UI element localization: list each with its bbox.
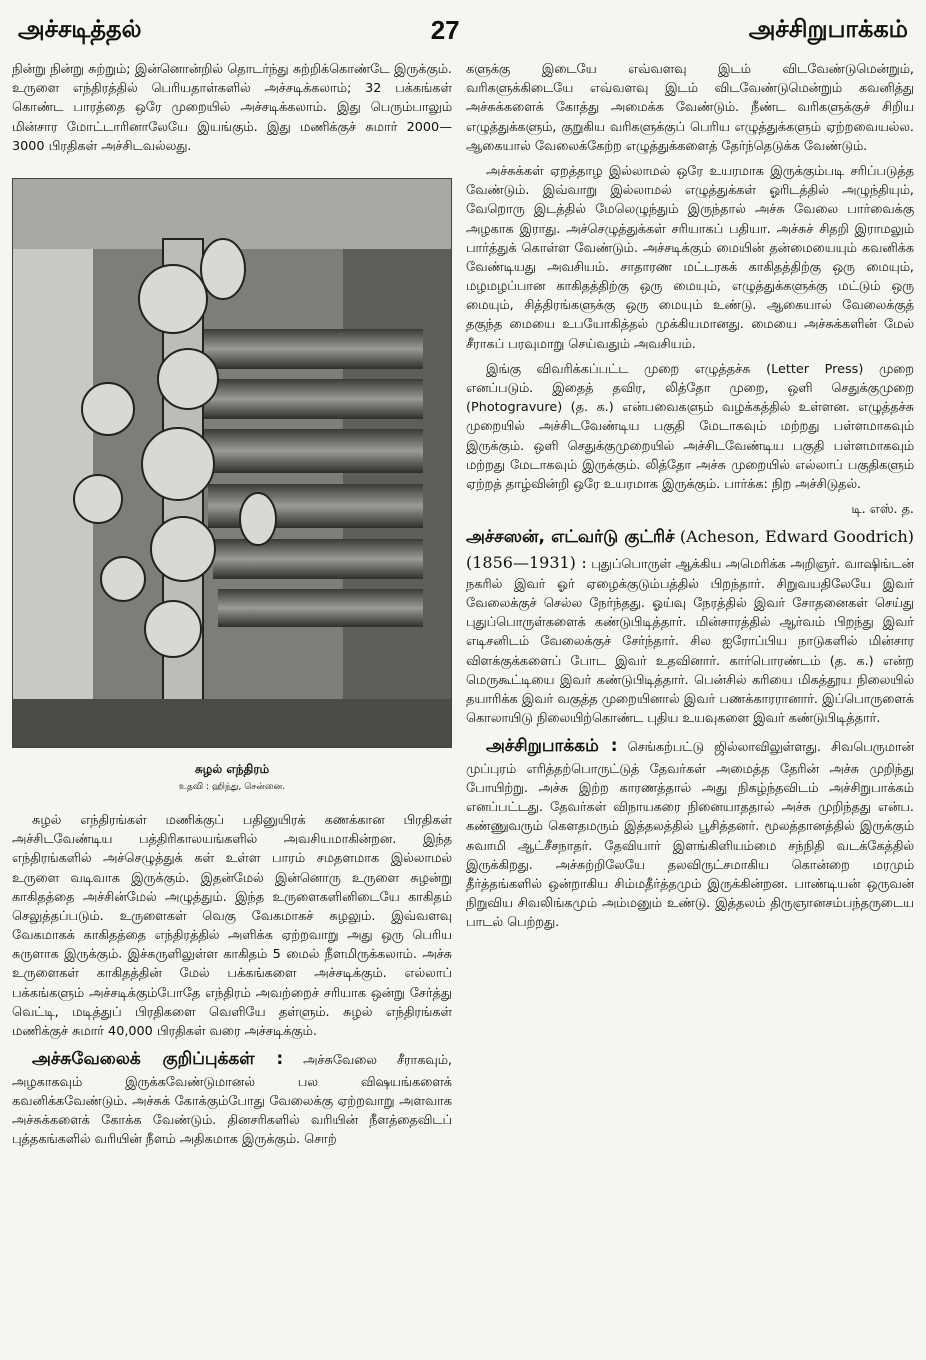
running-head-right: அச்சிறுபாக்கம் [748,14,908,43]
right-column [466,60,914,1352]
page-header [18,10,908,50]
achirupakkam-text: செங்கற்பட்டு ஜில்லாவிலுள்ளது. சிவபெருமான் முப்புரம் எரித்தற்பொருட்டுத் தேவர்கள் அமைத்த தேரின் அச்சு முறிந்து போயிற்று. அச்சு இற்ற காரணத்தால் அது நிகழ்ந்தவிடம் அச்சிறுபாக்கம் எனப்பட்டது. தேவர்கள் விநாயகரை நினையாததால் அச்சு முறிந்தது என்ப. கண்ணுவரும் கௌதமரும் இத்தலத்தில் பூசித்தனர். மூலத்தானத்தில் இருக்கும் சுவாமி ஆட்சீசநாதர். தேவியார் இளங்கிளியம்மை சந்நிதி வடக்கேத்தில் இருக்கிறது. அச்சுற்றிலேயே தலவிருட்சமாகிய கொன்றை மரமும் தீர்த்தங்களில் ஒன்றாகிய சிம்மதீர்த்தமும் இருக்கின்றன. பாண்டியன் ஒருவன் நிறுவிய சிவலிங்கமும் அம்மனும் உண்டு. இத்தலம் திருஞானசம்பந்தருடைய பாடல் பெற்றது. [466,740,914,931]
paragraph-rotary-press-intro: நின்று நின்று சுற்றும்; இன்னொன்றில் தொடர்ந்து சுற்றிக்கொண்டே இருக்கும். உருளை எந்திரத்தில் பெரியதாள்களில் அச்சடிக்கலாம்; 32 பக்கங்கள் கொண்ட பாரத்தை ஒரே முறையில் அச்சடிக்கலாம். இது பெரும்பாலும் மின்சார மோட்டாரினாலேயே இயங்கும். இது மணிக்குச் சுமார் 2000—3000 பிரதிகள் அச்சிடவல்லது. [12,62,452,154]
acheson-latin-name: (Acheson, Edward Goodrich) (1856—1931) : [466,527,914,572]
rotary-press-illustration [13,179,451,747]
rotary-press-photo [12,178,452,748]
paragraph-printing-notes [12,1047,452,1149]
photo-credit: உதவி : ஹிந்து, சென்னை. [178,781,286,792]
acheson-text: புதுப்பொருள் ஆக்கிய அமெரிக்க அறிஞர். வாஷிங்டன் நகரில் இவர் ஓர் ஏழைக்குடும்பத்தில் பிறந்தார். சிறுவயதிலேயே இவர் வேலைக்குச் செல்ல நேர்ந்தது. ஓய்வு நேரத்தில் இவர் சோதனைகள் செய்து புதுப்பொருள்களைக் கண்டுபிடித்தார். மின்சாரத்தில் ஆர்வம் பிறந்து இவர் எடிசனிடம் வேலைக்குச் சேர்ந்தார். சில ஐரோப்பிய நாடுகளில் மின்சார விளக்குக்களைப் போட இவர் உதவினார். கார்பொரண்டம் (த. க.) என்ற மெருகூட்டியை இவர் கண்டுபிடித்தார். பென்சில் கரியை மிகத்தூய நிலையில் தயாரிக்க இவர் வகுத்த முறையினால் இவர் பணக்காரரானார். இப்பொருளைக் கொலாயிடு நிலையிற்கொண்ட புதிய உயவுகளை இவர் கண்டுபிடித்தார். [466,556,914,727]
paragraph-rotary-press: சுழல் எந்திரங்கள் மணிக்குப் பதினுயிரக் கணக்கான பிரதிகள் அச்சிடவேண்டிய பத்திரிகாலயங்களில் அவசியமாகின்றன. இந்த எந்திரங்களில் அச்செழுத்துக் கள் உள்ள பாரம் சமதளமாக இல்லாமல் உருளை வடிவாக இருக்கும். இதன்மேல் இன்னொரு உருளை சுழன்று காகிதத்தை அச்சின்மேல் அழுத்தும். இந்த உருளைகளினிடையே காகிதம் செலுத்தப்படும். உருளைகள் வெகு வேகமாகச் சுழலும். இவ்வளவு வேகமாகக் காகிதத்தை எந்திரத்தில் அளிக்க ஏற்றவாறு அது ஒரு பெரிய சுருளாக இருக்கும். இச்சுருளிலுள்ள காகிதம் 5 மைல் நீளமிருக்கலாம். அச்சு உருளைகள் காகிதத்தின் மேல் பக்கங்களை அச்சடிக்கும். எல்லாப் பக்கங்களும் அச்சடிக்கும்போதே எந்திரம் அவற்றைச் சரியாக ஒன்று சேர்த்து வெட்டி, மடித்துப் பிரதிகளை வெளியே தள்ளும். சுழல் எந்திரங்கள் மணிக்குச் சுமார் 40,000 பிரதிகள் வரை அச்சடிக்கும். [12,812,452,1039]
paragraph-acheson [466,525,914,728]
paragraph-type-height: அச்சுக்கள் ஏறத்தாழ இல்லாமல் ஒரே உயரமாக இருக்கும்படி சரிப்படுத்த வேண்டும். இவ்வாறு இல்லாமல் எழுத்துக்கள் ஓரிடத்தில் அழுந்தியும், வேறொரு இடத்தில் மேலெழுந்தும் இருந்தால் அச்சு வேலை பார்வைக்கு அழகாக இராது. அச்செழுத்துக்கள் சரியாகப் பதியா. அச்சுச் சிதறி இராமலும் பார்த்துக் கொள்ள வேண்டும். அச்சடிக்கும் மையின் தன்மையையும் கவனிக்க வேண்டியது அவசியம். சாதாரண மட்டரகக் காகிதத்திற்கு ஒரு மையும், மழமழப்பான காகிதத்திற்கு ஒரு மையும், எழுத்துக்களுக்கு மட்டும் ஒரு மையும், சித்திரங்களுக்கு ஒரு மையும் உண்டு. ஆகையால் வேலைக்குத் தகுந்த மையை உபயோகித்தல் முக்கியமானது. மையை அச்சுக்களின் மேல் சீராகப் பரவுமாறு செய்வதும் அவசியம். [466,163,914,352]
running-head-left: அச்சடித்தல் [18,14,142,43]
achirupakkam-headword: அச்சிறுபாக்கம் : [486,736,618,757]
printing-notes-text: அச்சுவேலை சீராகவும், அழகாகவும் இருக்கவேண்டுமானல் பல விஷயங்களைக் கவனிக்கவேண்டும். அச்சுக் கோக்கும்போது வேலைக்கு ஏற்றவாறு அளவாக அச்சுக்களைக் கோக்க வேண்டும். தினசரிகளில் வரியின் நீளத்தைவிடப் புத்தகங்களில் வரியின் நீளம் அதிகமாக இருக்கும். சொற் [12,1053,452,1148]
paragraph-spacing: களுக்கு இடையே எவ்வளவு இடம் விடவேண்டுமென்றும், வரிகளுக்கிடையே எவ்வளவு இடம் விடவேண்டுமென்றும் கவனித்து அச்சுக்களைக் கோத்து அமைக்க வேண்டும். நீண்ட வரிகளுக்குச் சிறிய எழுத்துக்களும், குறுகிய வரிகளுக்குப் பெரிய எழுத்துக்களும் ஏற்றவையல்ல. ஆகையால் வேலைக்கேற்ற எழுத்துக்களைத் தேர்ந்தெடுக்க வேண்டும். [466,62,914,154]
author-signature [466,500,914,519]
paragraph-achirupakkam [466,734,914,932]
printing-notes-headword: அச்சுவேலைக் குறிப்புக்கள் : [32,1049,284,1070]
paragraph-letterpress [466,360,914,494]
letterpress-text: இங்கு விவரிக்கப்பட்ட முறை எழுத்தச்சு (Letter Press) முறை எனப்படும். இதைத் தவிர, லித்தோ முறை, ஒளி செதுக்குமுறை (Photogravure) (த. க.) என்பவைகளும் வழக்கத்தில் உள்ளன. எழுத்தச்சு முறையில் அச்சிடவேண்டிய பகுதி மேடாகவும் மற்றது பள்ளமாகவும் இருக்கும். ஒளி செதுக்குமுறையில் அச்சிடவேண்டிய பகுதி பள்ளமாகவும் மற்றது மேடாகவும் இருக்கும். லித்தோ அச்சு முறையில் எல்லாப் பகுதிகளும் ஏற்றத் தாழ்வின்றி ஒரே உயரமாக இருக்கும். பார்க்க: நிற அச்சிடுதல். [466,361,914,492]
acheson-headword: அச்சஸன், எட்வர்டு குட்ரிச் [466,527,675,548]
photo-caption: சுழல் எந்திரம் [194,761,270,776]
author-initials: டி. எஸ். த. [851,502,914,518]
page-number: 27 [430,14,460,45]
left-column [12,60,452,1352]
